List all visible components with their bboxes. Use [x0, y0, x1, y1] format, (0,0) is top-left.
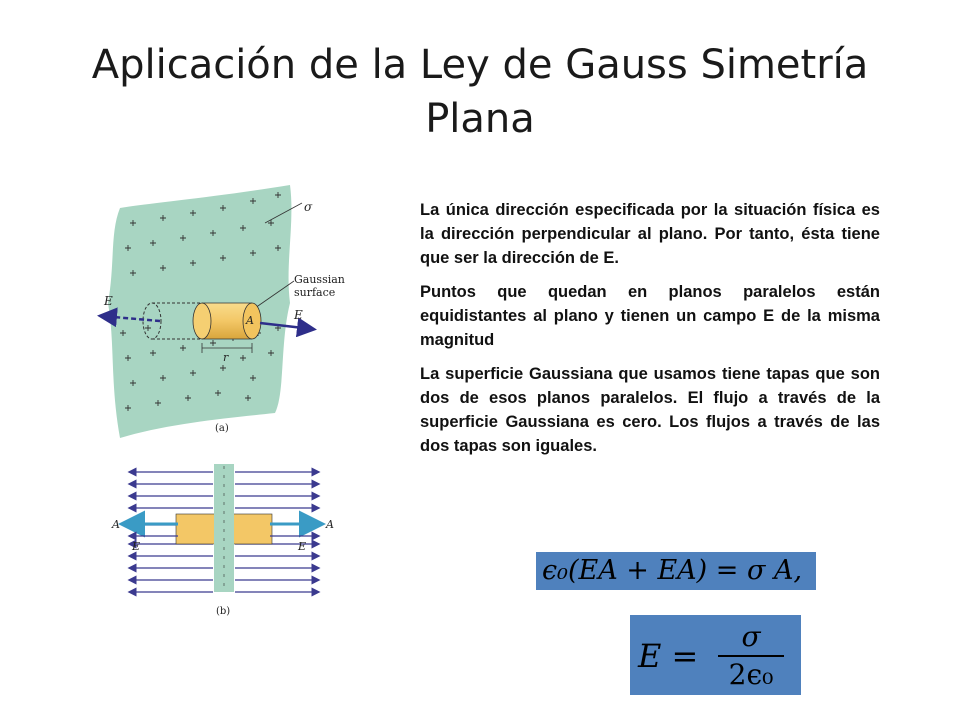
- figure-a-charged-sheet: [90, 183, 345, 445]
- a-label: A: [246, 314, 254, 327]
- equation-flux-text: ϵ₀(EA + EA) = σ A,: [542, 555, 803, 586]
- e-left-label-b: E: [132, 540, 141, 553]
- equation-field-fraction: [714, 621, 788, 691]
- a-right-label: A: [326, 518, 334, 531]
- sigma-label: σ: [304, 200, 313, 214]
- paragraph-1: La única dirección especificada por la situación física es la dirección perpendicular al plano. Por tanto, ésta tiene que ser la dirección de E.: [420, 201, 880, 267]
- equation-field: [630, 615, 801, 695]
- title-line-2: Plana: [425, 96, 535, 142]
- paragraph-2: Puntos que quedan en planos paralelos están equidistantes al plano y tienen un campo E de la misma magnitud: [420, 283, 880, 349]
- e-right-label-b: E: [298, 540, 307, 553]
- a-left-label: A: [112, 518, 120, 531]
- slide-title: [80, 38, 880, 146]
- e-left-label: E: [104, 294, 113, 308]
- sheet-side: [214, 464, 234, 592]
- equation-denominator: 2ϵ₀: [728, 658, 774, 691]
- gaussian-label-1: Gaussian: [294, 273, 345, 286]
- body-text: [420, 198, 880, 468]
- figure-b-side-view: [108, 460, 340, 620]
- title-line-1: Aplicación de la Ley de Gauss Simetría: [91, 42, 869, 88]
- equation-numerator: σ: [741, 620, 761, 653]
- e-right-label: E: [294, 308, 303, 322]
- figure-b-caption: (b): [216, 606, 231, 617]
- equation-field-lhs: E =: [638, 637, 699, 675]
- paragraph-3: La superficie Gaussiana que usamos tiene tapas que son dos de esos planos paralelos. El flujo a través de la superficie Gaussiana es cero. Los flujos a través de las dos tapas son iguales.: [420, 365, 880, 455]
- equation-flux: [536, 552, 816, 590]
- fraction-bar: [718, 655, 784, 657]
- r-label: r: [223, 351, 229, 364]
- figure-a-caption: (a): [215, 423, 229, 434]
- gaussian-label-2: surface: [294, 286, 336, 299]
